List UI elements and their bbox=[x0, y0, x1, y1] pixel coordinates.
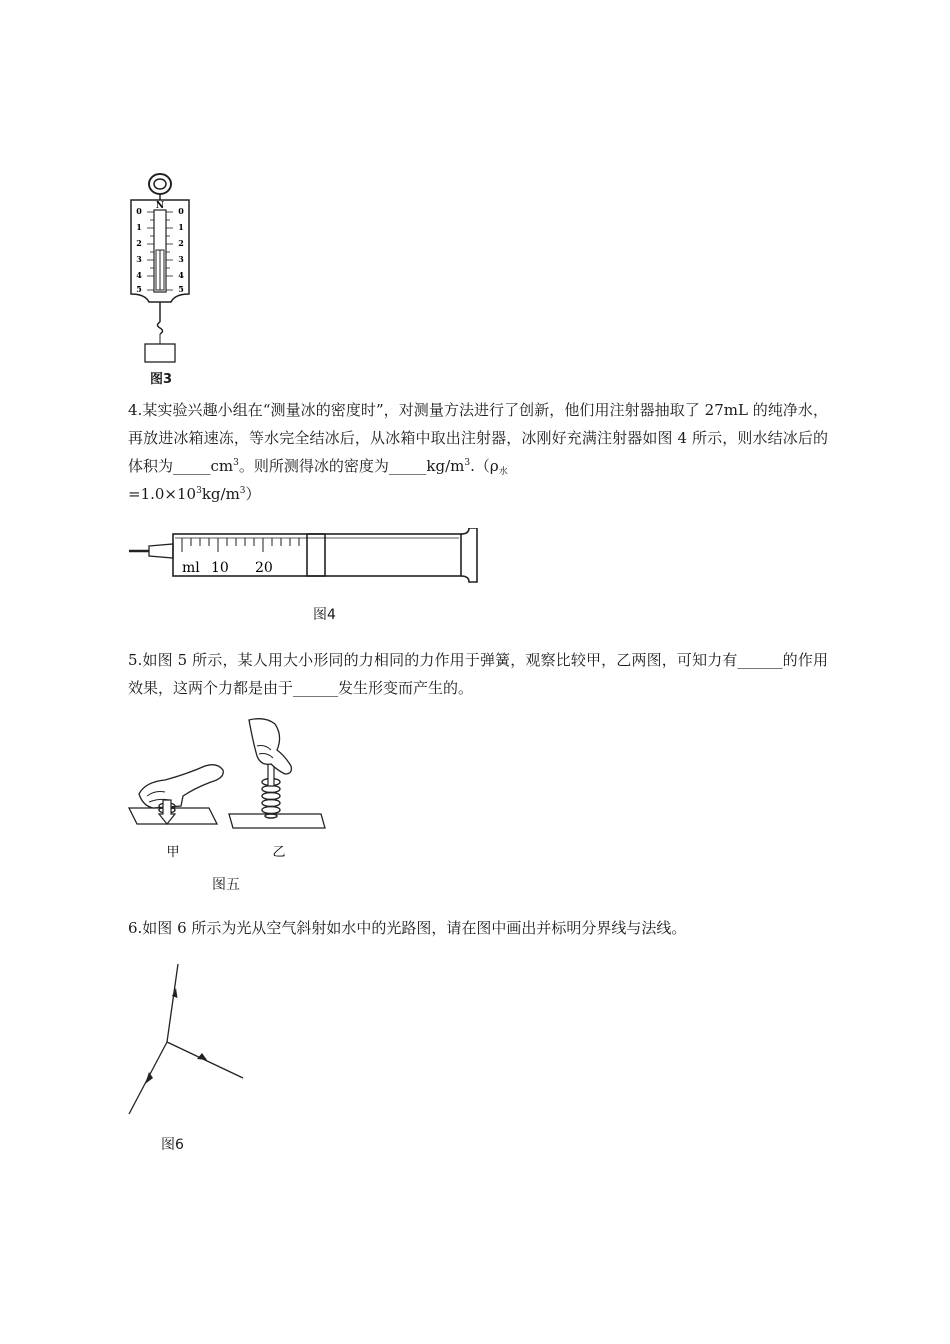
q4-blank-volume[interactable]: _____ bbox=[173, 457, 211, 475]
spring-scale-figure bbox=[125, 170, 195, 370]
q4-blank-density[interactable]: _____ bbox=[388, 457, 427, 475]
question-5-text-b: 的作用效果，这两个力都是由于 bbox=[128, 651, 828, 697]
scale-unit-label: N bbox=[155, 201, 165, 211]
question-4-text-a: 4.某实验兴趣小组在“测量冰的密度时”，对测量方法进行了创新，他们用注射器抽取了 27mL 的纯净水，再放进冰箱速冻，等水完全结冰后，从冰箱中取出注射器，冰刚好充满注射器如图 4 所示，则水结冰后的体积为 bbox=[128, 401, 828, 475]
q5-blank-cause[interactable]: ______ bbox=[293, 679, 339, 697]
light-path-figure bbox=[125, 960, 250, 1120]
q4-unit3-exp: 3 bbox=[239, 486, 246, 496]
spring-hands-figure bbox=[125, 716, 330, 866]
figure-6-caption: 图6 bbox=[161, 1137, 184, 1153]
q4-unit-cm: cm bbox=[210, 457, 234, 475]
question-4-text-c: .（ρ bbox=[470, 457, 499, 475]
scale-right-3: 3 bbox=[178, 254, 184, 264]
figure-4-caption: 图4 bbox=[313, 607, 336, 623]
question-4 bbox=[128, 396, 828, 508]
question-4-text-f: ） bbox=[245, 485, 261, 503]
question-4-text-d: =1.0×10 bbox=[128, 485, 197, 503]
syringe-label-20: 20 bbox=[255, 560, 273, 576]
question-5-text-a: 5.如图 5 所示，某人用大小形同的力相同的力作用于弹簧，观察比较甲，乙两图，可知力有 bbox=[128, 651, 738, 669]
figure-5-label-jia: 甲 bbox=[166, 845, 180, 860]
q4-unit-kgm3: kg/m bbox=[426, 457, 465, 475]
q4-rho-subscript: 水 bbox=[498, 467, 508, 477]
question-4-text-e: kg/m bbox=[201, 485, 240, 503]
scale-left-0: 0 bbox=[136, 206, 142, 216]
q5-blank-effect[interactable]: ______ bbox=[737, 651, 783, 669]
syringe-label-10: 10 bbox=[211, 560, 229, 576]
scale-left-4: 4 bbox=[136, 270, 142, 280]
scale-right-2: 2 bbox=[178, 238, 184, 248]
question-6: 6.如图 6 所示为光从空气斜射如水中的光路图，请在图中画出并标明分界线与法线。 bbox=[128, 919, 687, 937]
q4-unit-kgm3-exp: 3 bbox=[464, 458, 471, 468]
scale-right-0: 0 bbox=[178, 206, 184, 216]
question-4-text-b: 。则所测得冰的密度为 bbox=[238, 457, 389, 475]
scale-left-5: 5 bbox=[136, 284, 142, 294]
scale-right-5: 5 bbox=[178, 284, 184, 294]
q4-unit-cm-exp: 3 bbox=[233, 458, 239, 468]
syringe-unit-label: ml bbox=[182, 560, 200, 576]
figure-5-label-yi: 乙 bbox=[272, 845, 286, 860]
scale-right-4: 4 bbox=[178, 270, 184, 280]
figure-3-caption: 图3 bbox=[150, 372, 173, 387]
question-5-text-c: 发生形变而产生的。 bbox=[338, 679, 474, 697]
q4-exponent: 3 bbox=[196, 486, 202, 496]
scale-left-2: 2 bbox=[136, 238, 142, 248]
scale-left-1: 1 bbox=[136, 222, 142, 232]
figure-5-caption: 图五 bbox=[212, 877, 240, 893]
syringe-figure bbox=[125, 528, 485, 584]
scale-left-3: 3 bbox=[136, 254, 142, 264]
question-5 bbox=[128, 646, 828, 702]
scale-right-1: 1 bbox=[178, 222, 184, 232]
